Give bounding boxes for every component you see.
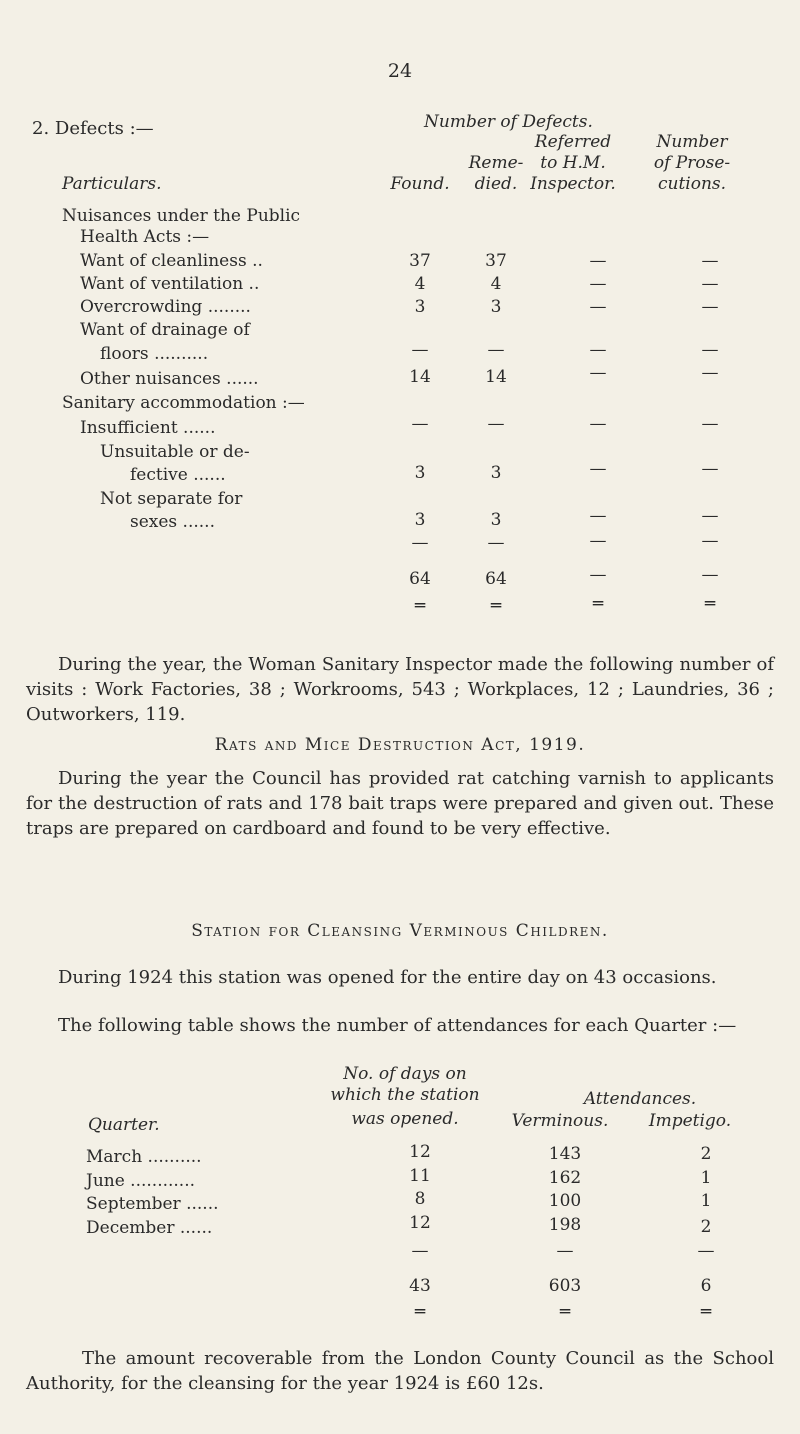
remedied-value: 3 bbox=[490, 510, 502, 530]
quarter-label: September ...... bbox=[86, 1194, 219, 1214]
impetigo-value: 1 bbox=[700, 1191, 712, 1211]
impetigo-value: 1 bbox=[700, 1168, 712, 1188]
col-particulars: Particulars. bbox=[62, 174, 162, 194]
verminous-value: 100 bbox=[548, 1191, 582, 1211]
col-attendances: Attendances. bbox=[583, 1089, 697, 1109]
double-rule: ═ bbox=[592, 594, 604, 614]
prosecutions-value: — bbox=[701, 459, 719, 479]
row-label: Overcrowding ........ bbox=[80, 297, 251, 317]
found-value: — bbox=[411, 414, 429, 434]
days-value: 8 bbox=[414, 1189, 426, 1209]
double-rule: ═ bbox=[414, 1302, 426, 1322]
nuisances-heading-2: Health Acts :— bbox=[80, 227, 210, 247]
col-referred-2: to H.M. bbox=[540, 153, 606, 173]
referred-value: — bbox=[589, 251, 607, 271]
referred-value: — bbox=[589, 340, 607, 360]
impetigo-value: 2 bbox=[700, 1217, 712, 1237]
row-label: Other nuisances ...... bbox=[80, 369, 259, 389]
col-prosecutions-1: Number bbox=[656, 132, 728, 152]
col-days-3: was opened. bbox=[351, 1109, 459, 1129]
station-paragraph-2: The following table shows the number of attendances for each Quarter :— bbox=[58, 1015, 737, 1036]
verminous-value: 162 bbox=[548, 1168, 582, 1188]
station-heading: Station for Cleansing Verminous Children. bbox=[191, 921, 609, 941]
rats-paragraph: During the year the Council has provided rat catching varnish to applicants for the destruction of rats and 178 bait traps were prepared and given out. These traps are prepared on cardboard and found to be very effective. bbox=[26, 768, 774, 839]
double-rule: ═ bbox=[704, 594, 716, 614]
quarter-label: June ............ bbox=[86, 1171, 196, 1191]
found-value: 3 bbox=[414, 297, 426, 317]
inspector-visits-paragraph: During the year, the Woman Sanitary Inspector made the following number of visits : Work Factories, 38 ; Workrooms, 543 ; Workplaces, 12 ; Laundries, 36 ; Outworkers, 119. bbox=[26, 654, 774, 725]
col-prosecutions-3: cutions. bbox=[657, 174, 727, 194]
row-label-continued: floors .......... bbox=[100, 344, 209, 364]
total-found: 64 bbox=[409, 569, 431, 589]
row-label: Want of drainage of bbox=[80, 320, 250, 340]
verminous-value: 143 bbox=[548, 1144, 582, 1164]
remedied-value: 4 bbox=[490, 274, 502, 294]
referred-value: — bbox=[589, 414, 607, 434]
impetigo-value: 2 bbox=[700, 1144, 712, 1164]
double-rule: ═ bbox=[414, 596, 426, 616]
remedied-value: 3 bbox=[490, 463, 502, 483]
remedied-value: — bbox=[487, 414, 505, 434]
row-label: Want of cleanliness .. bbox=[80, 251, 263, 271]
total-days: 43 bbox=[409, 1276, 431, 1296]
col-prosecutions-2: of Prose- bbox=[653, 153, 731, 173]
double-rule: ═ bbox=[559, 1302, 571, 1322]
remedied-value: 3 bbox=[490, 297, 502, 317]
total-prosecutions: — bbox=[701, 565, 719, 585]
col-impetigo: Impetigo. bbox=[648, 1111, 732, 1131]
referred-value: — bbox=[589, 363, 607, 383]
rule: — bbox=[697, 1241, 715, 1261]
double-rule: ═ bbox=[490, 596, 502, 616]
total-remedied: 64 bbox=[485, 569, 507, 589]
prosecutions-value: — bbox=[701, 414, 719, 434]
rule: — bbox=[589, 531, 607, 551]
defects-label: 2. Defects :— bbox=[32, 118, 154, 139]
found-value: 4 bbox=[414, 274, 426, 294]
days-value: 12 bbox=[409, 1142, 431, 1162]
col-days-2: which the station bbox=[330, 1085, 480, 1105]
row-label: Insufficient ...... bbox=[80, 418, 216, 438]
found-value: 14 bbox=[409, 367, 431, 387]
remedied-value: 14 bbox=[485, 367, 507, 387]
prosecutions-value: — bbox=[701, 297, 719, 317]
prosecutions-value: — bbox=[701, 363, 719, 383]
rule: — bbox=[411, 533, 429, 553]
remedied-value: — bbox=[487, 340, 505, 360]
days-value: 12 bbox=[409, 1213, 431, 1233]
row-label: Not separate for bbox=[100, 489, 243, 509]
days-value: 11 bbox=[409, 1166, 431, 1186]
rats-heading: Rats and Mice Destruction Act, 1919. bbox=[214, 735, 586, 755]
quarter-label: March .......... bbox=[86, 1147, 202, 1167]
rule: — bbox=[701, 531, 719, 551]
found-value: 3 bbox=[414, 463, 426, 483]
row-label: Unsuitable or de- bbox=[100, 442, 250, 462]
page-number: 24 bbox=[387, 60, 413, 82]
amount-paragraph: The amount recoverable from the London County Council as the School Authority, for the cleansing for the year 1924 is £60 12s. bbox=[26, 1348, 774, 1394]
prosecutions-value: — bbox=[701, 251, 719, 271]
col-found: Found. bbox=[390, 174, 450, 194]
row-label-continued: sexes ...... bbox=[130, 512, 215, 532]
col-referred-3: Inspector. bbox=[530, 174, 616, 194]
sanitary-heading: Sanitary accommodation :— bbox=[62, 393, 305, 413]
station-paragraph-1: During 1924 this station was opened for the entire day on 43 occasions. bbox=[58, 967, 717, 988]
rule: — bbox=[411, 1241, 429, 1261]
double-rule: ═ bbox=[700, 1302, 712, 1322]
total-referred: — bbox=[589, 565, 607, 585]
total-verminous: 603 bbox=[548, 1276, 582, 1296]
rule: — bbox=[487, 533, 505, 553]
quarter-label: December ...... bbox=[86, 1218, 213, 1238]
row-label-continued: fective ...... bbox=[130, 465, 226, 485]
nuisances-heading: Nuisances under the Public bbox=[62, 206, 301, 226]
found-value: — bbox=[411, 340, 429, 360]
rule: — bbox=[556, 1241, 574, 1261]
col-verminous: Verminous. bbox=[511, 1111, 609, 1131]
row-label: Want of ventilation .. bbox=[80, 274, 260, 294]
found-value: 37 bbox=[409, 251, 431, 271]
prosecutions-value: — bbox=[701, 274, 719, 294]
total-impetigo: 6 bbox=[700, 1276, 712, 1296]
referred-value: — bbox=[589, 506, 607, 526]
prosecutions-value: — bbox=[701, 506, 719, 526]
col-referred-1: Referred bbox=[534, 132, 612, 152]
referred-value: — bbox=[589, 274, 607, 294]
col-days-1: No. of days on bbox=[343, 1064, 467, 1084]
col-remedied-2: died. bbox=[474, 174, 518, 194]
col-quarter: Quarter. bbox=[88, 1115, 160, 1135]
defects-group-header: Number of Defects. bbox=[424, 112, 593, 132]
col-remedied-1: Reme- bbox=[468, 153, 524, 173]
prosecutions-value: — bbox=[701, 340, 719, 360]
verminous-value: 198 bbox=[548, 1215, 582, 1235]
referred-value: — bbox=[589, 459, 607, 479]
found-value: 3 bbox=[414, 510, 426, 530]
remedied-value: 37 bbox=[485, 251, 507, 271]
referred-value: — bbox=[589, 297, 607, 317]
